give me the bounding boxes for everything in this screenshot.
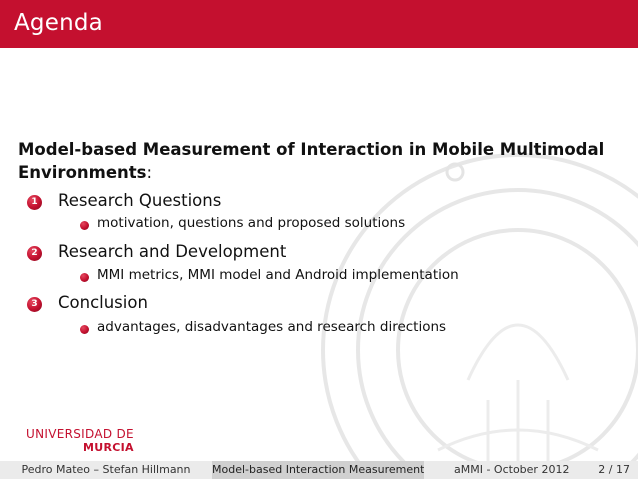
numbered-ball-icon: 2 xyxy=(27,246,42,261)
page-number: 2 / 17 xyxy=(598,463,630,476)
ball-bullet-icon xyxy=(80,273,89,282)
numbered-ball-icon: 1 xyxy=(27,195,42,210)
ball-bullet-icon xyxy=(80,221,89,230)
footer-authors: Pedro Mateo – Stefan Hillmann xyxy=(0,461,212,479)
agenda-subitem-label: MMI metrics, MMI model and Android implementation xyxy=(97,267,459,283)
ball-bullet-icon xyxy=(80,325,89,334)
agenda-item-research-questions xyxy=(0,190,620,214)
agenda-item-label: Research Questions xyxy=(58,191,222,210)
agenda-subitem xyxy=(0,266,620,286)
slide-title: Agenda xyxy=(14,10,103,36)
agenda-subitem-label: advantages, disadvantages and research directions xyxy=(97,319,447,335)
agenda-heading xyxy=(18,138,618,184)
university-logo-line-2: MURCIA xyxy=(83,441,134,454)
university-logo-line-1: UNIVERSIDAD DE xyxy=(26,427,134,441)
footer-short-title: Model-based Interaction Measurement xyxy=(212,461,424,479)
agenda-item-conclusion xyxy=(0,292,620,316)
agenda-subitem xyxy=(0,318,620,338)
numbered-ball-icon: 3 xyxy=(27,297,42,312)
footer-date: aMMI - October 2012 xyxy=(454,463,570,476)
agenda-subitem-label: motivation, questions and proposed solutions xyxy=(97,215,406,231)
agenda-item-label: Research and Development xyxy=(58,242,287,261)
slide-header xyxy=(0,0,638,48)
agenda-subitem xyxy=(0,214,620,234)
slide-footer xyxy=(0,461,638,479)
agenda-item-research-development xyxy=(0,241,620,265)
heading-line-2: Environments xyxy=(18,163,147,182)
heading-colon: : xyxy=(146,163,153,182)
footer-info xyxy=(424,461,638,479)
heading-line-1: Model-based Measurement of Interaction in Mobile Multimodal xyxy=(18,140,605,159)
agenda-item-label: Conclusion xyxy=(58,293,148,312)
